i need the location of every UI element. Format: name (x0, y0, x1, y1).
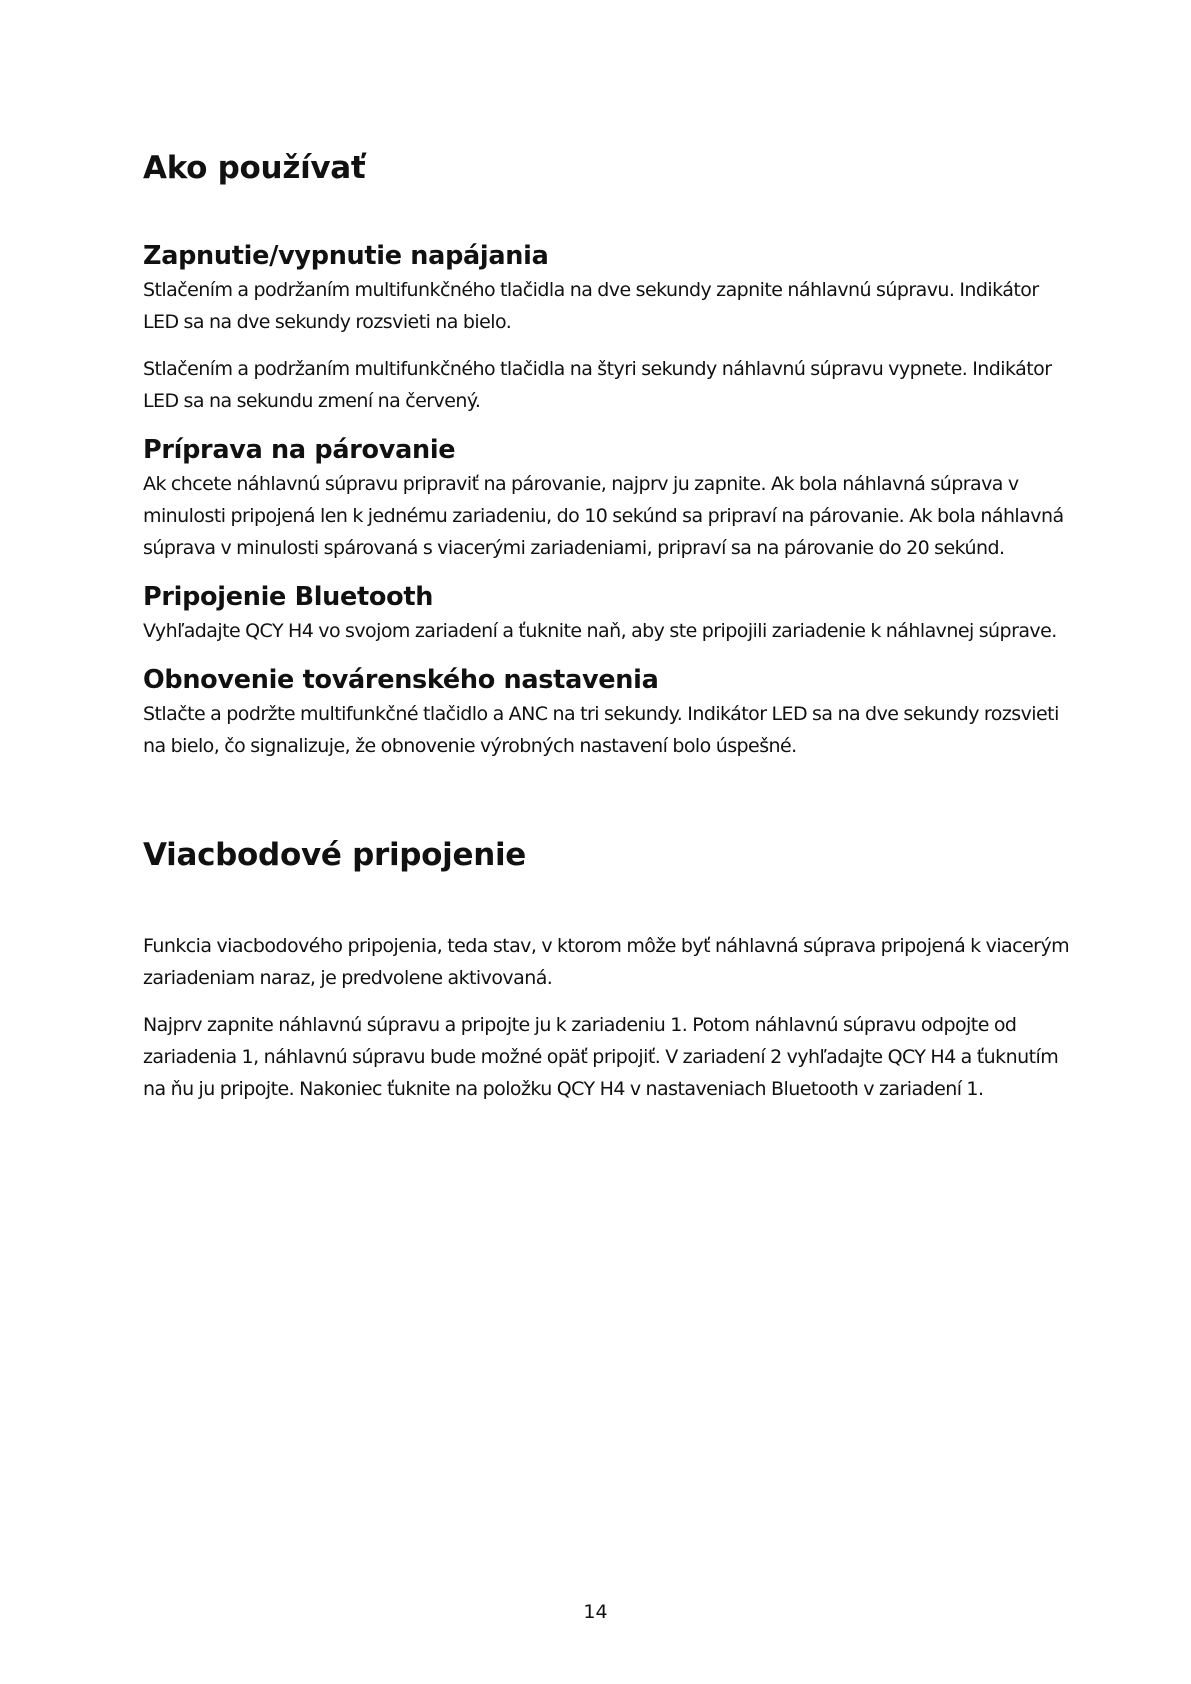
page-number: 14 (583, 1601, 608, 1623)
subsection-heading-power: Zapnutie/vypnutie napájania (143, 241, 549, 271)
section-title-how-to-use: Ako používať (143, 150, 366, 186)
subsection-heading-bluetooth: Pripojenie Bluetooth (143, 582, 434, 612)
page-content (143, 145, 1078, 1105)
subsection-heading-factory-reset: Obnovenie továrenského nastavenia (143, 665, 659, 695)
paragraph-bluetooth: Vyhľadajte QCY H4 vo svojom zariadení a ťuknite naň, aby ste pripojili zariadenie k náhlavnej súprave. (143, 620, 1057, 642)
subsection-heading-pairing: Príprava na párovanie (143, 435, 456, 465)
paragraph-multipoint-intro: Funkcia viacbodového pripojenia, teda stav, v ktorom môže byť náhlavná súprava pripojená k viacerým zariadeniam naraz, je predvolene aktivovaná. (143, 935, 1070, 989)
paragraph-pairing: Ak chcete náhlavnú súpravu pripraviť na párovanie, najprv ju zapnite. Ak bola náhlavná súprava v minulosti pripojená len k jednému zariadeniu, do 10 sekúnd sa pripraví na párovanie. Ak bola náhlavná súprava v minulosti spárovaná s viacerými zariadeniami, pripraví sa na párovanie do 20 sekúnd. (143, 473, 1064, 559)
paragraph-power-on: Stlačením a podržaním multifunkčného tlačidla na dve sekundy zapnite náhlavnú súpravu. Indikátor LED sa na dve sekundy rozsvieti na bielo. (143, 279, 1039, 333)
paragraph-factory-reset: Stlačte a podržte multifunkčné tlačidlo a ANC na tri sekundy. Indikátor LED sa na dve sekundy rozsvieti na bielo, čo signalizuje, že obnovenie výrobných nastavení bolo úspešné. (143, 703, 1059, 757)
section-title-multipoint: Viacbodové pripojenie (143, 837, 527, 873)
paragraph-power-off: Stlačením a podržaním multifunkčného tlačidla na štyri sekundy náhlavnú súpravu vypnete. Indikátor LED sa na sekundu zmení na červený. (143, 358, 1052, 412)
paragraph-multipoint-steps: Najprv zapnite náhlavnú súpravu a pripojte ju k zariadeniu 1. Potom náhlavnú súpravu odpojte od zariadenia 1, náhlavnú súpravu bude možné opäť pripojiť. V zariadení 2 vyhľadajte QCY H4 a ťuknutím na ňu ju pripojte. Nakoniec ťuknite na položku QCY H4 v nastaveniach Bluetooth v zariadení 1. (143, 1014, 1059, 1100)
